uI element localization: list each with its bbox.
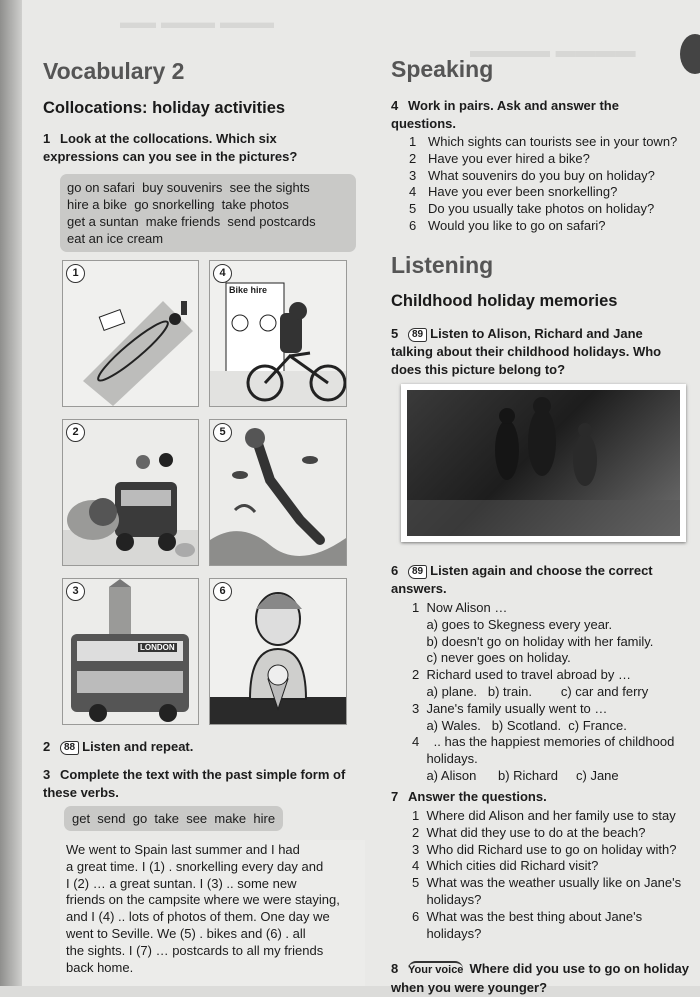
- question-number: 1: [409, 134, 417, 149]
- exercise-6-instruction: Listen again and choose the correct answers.: [391, 563, 653, 596]
- exercise-8-instruction: Where did you use to go on holiday when you were younger?: [391, 961, 689, 995]
- picture-4-bike-hire: [209, 260, 347, 407]
- passage-line: went to Seville. We (5) . bikes and (6) . all: [66, 925, 306, 941]
- exercise-8: [391, 960, 691, 997]
- exercise-5: [391, 325, 686, 379]
- bus-illustration: [63, 579, 198, 724]
- passage-line: I (2) … a great suntan. I (3) .. some new: [66, 875, 297, 891]
- exercise-4-instruction: Work in pairs. Ask and answer the questions.: [391, 98, 619, 131]
- exercise-4: [391, 97, 676, 133]
- audio-track-icon[interactable]: 88: [60, 741, 79, 755]
- passage-line: the sights. I (7) … postcards to all my friends: [66, 942, 324, 958]
- picture-number: 3: [66, 582, 85, 601]
- bike-hire-illustration: [210, 261, 346, 406]
- picture-2-safari: [62, 419, 199, 566]
- ex6-line: b) doesn't go on holiday with her family.: [412, 633, 654, 649]
- bleed-through-heading: ▬▬▬▬ ▬▬▬▬: [470, 40, 636, 62]
- vocabulary-title: Vocabulary 2: [43, 58, 185, 84]
- speaking-title: Speaking: [391, 56, 494, 82]
- listening-subtitle: Childhood holiday memories: [391, 292, 618, 310]
- ex7-line: 1 Where did Alison and her family use to stay: [412, 808, 676, 823]
- collocation-line: get a suntan make friends send postcards: [67, 214, 316, 229]
- question-item: [409, 134, 677, 151]
- question-item: [409, 168, 677, 185]
- question-number: 3: [409, 167, 417, 183]
- ex6-line: holidays.: [412, 751, 478, 767]
- ex6-line: 1 Now Alison …: [412, 600, 508, 615]
- ice-cream-illustration: [210, 579, 346, 724]
- speaking-questions: [409, 134, 677, 235]
- passage-line: friends on the campsite where we were staying,: [66, 892, 340, 908]
- ex6-line: a) Wales. b) Scotland. c) France.: [412, 717, 627, 733]
- exercise-5-instruction: Listen to Alison, Richard and Jane talking about their childhood holidays. Who does this picture belong to?: [391, 326, 662, 377]
- ex6-line: 4 .. has the happiest memories of childhood: [412, 734, 675, 750]
- gap-fill-passage: [66, 842, 366, 976]
- ex7-line: holidays?: [412, 891, 482, 907]
- audio-track-icon[interactable]: 89: [408, 565, 427, 579]
- ex7-line: 6 What was the best thing about Jane's: [412, 908, 643, 924]
- exercise-number: 6: [391, 563, 399, 578]
- your-voice-label: Your voice: [408, 961, 463, 976]
- exercise-number: 4: [391, 98, 399, 113]
- exercise-number: 8: [391, 961, 399, 976]
- passage-line: back home.: [66, 959, 134, 975]
- passage-line: a great time. I (1) . snorkelling every day and: [66, 858, 324, 874]
- question-item: [409, 184, 677, 201]
- picture-3-sightseeing-bus: [62, 578, 199, 725]
- exercise-6: [391, 562, 691, 598]
- picture-1-sunbathing: [62, 260, 199, 407]
- ex7-line: 3 Who did Richard use to go on holiday with?: [412, 841, 677, 857]
- collocations-box: [60, 174, 356, 252]
- exercise-3: [43, 766, 363, 802]
- question-text: Do you usually take photos on holiday?: [428, 201, 655, 217]
- ex6-line: a) plane. b) train. c) car and ferry: [412, 683, 649, 699]
- exercise-1: [43, 130, 343, 166]
- question-text: What souvenirs do you buy on holiday?: [428, 167, 655, 183]
- ex7-line: 4 Which cities did Richard visit?: [412, 858, 599, 874]
- ex6-line: 2 Richard used to travel abroad by …: [412, 667, 631, 683]
- question-text: Which sights can tourists see in your town?: [428, 134, 678, 149]
- childhood-holiday-photo: [401, 384, 686, 542]
- photo-image: [407, 390, 680, 536]
- ex7-line: 2 What did they use to do at the beach?: [412, 824, 646, 840]
- bus-sign: LONDON: [140, 643, 175, 652]
- vocabulary-subtitle: Collocations: holiday activities: [43, 99, 286, 117]
- picture-number: 6: [213, 582, 232, 601]
- safari-illustration: [63, 420, 198, 565]
- question-item: [409, 201, 677, 218]
- sunbathing-illustration: [63, 261, 198, 406]
- exercise-7-instruction: Answer the questions.: [408, 789, 547, 804]
- question-number: 4: [409, 184, 417, 200]
- audio-track-icon[interactable]: 89: [408, 328, 427, 342]
- question-item: [409, 151, 677, 168]
- picture-6-ice-cream: [209, 578, 347, 725]
- question-text: Have you ever been snorkelling?: [428, 184, 618, 200]
- exercise-7: [391, 788, 547, 806]
- page-binding-shadow: [0, 0, 22, 986]
- photo-people-on-beach: [407, 390, 680, 536]
- exercise-2-instruction: Listen and repeat.: [82, 739, 194, 754]
- snorkelling-illustration: [210, 420, 346, 565]
- exercise-7-items: [412, 808, 681, 942]
- picture-number: 5: [213, 423, 232, 442]
- ex7-line: holidays?: [412, 925, 482, 941]
- question-text: Would you like to go on safari?: [428, 217, 606, 233]
- exercise-number: 7: [391, 789, 399, 804]
- exercise-number: 2: [43, 739, 51, 754]
- picture-number: 2: [66, 423, 85, 442]
- question-item: [409, 218, 677, 235]
- picture-number: 1: [66, 264, 85, 283]
- collocation-line: eat an ice cream: [67, 231, 164, 246]
- passage-line: and I (4) .. lots of photos of them. One day we: [66, 909, 330, 925]
- ex6-line: a) goes to Skegness every year.: [412, 616, 613, 632]
- listening-title: Listening: [391, 252, 494, 278]
- exercise-3-instruction: Complete the text with the past simple form of these verbs.: [43, 767, 346, 800]
- exercise-1-instruction: Look at the collocations. Which six expressions can you see in the pictures?: [43, 131, 298, 164]
- exercise-number: 1: [43, 131, 51, 146]
- picture-5-snorkelling: [209, 419, 347, 566]
- collocation-line: go on safari buy souvenirs see the sights: [67, 180, 310, 195]
- exercise-number: 5: [391, 326, 399, 341]
- bleed-through-text: ▬▬▬ ▬▬▬ ▬▬: [120, 12, 275, 32]
- question-number: 5: [409, 201, 417, 217]
- ex6-line: c) never goes on holiday.: [412, 650, 571, 666]
- collocation-line: hire a bike go snorkelling take photos: [67, 197, 289, 212]
- exercise-2: [43, 738, 193, 756]
- bike-hire-sign: Bike hire: [229, 285, 268, 295]
- ex6-line: 3 Jane's family usually went to …: [412, 700, 608, 716]
- question-number: 2: [409, 150, 417, 166]
- passage-line: We went to Spain last summer and I had: [66, 842, 300, 857]
- verbs-box: get send go take see make hire: [64, 806, 283, 831]
- question-number: 6: [409, 217, 417, 233]
- ex6-line: a) Alison b) Richard c) Jane: [412, 767, 619, 783]
- question-text: Have you ever hired a bike?: [428, 150, 590, 166]
- exercise-6-items: [412, 600, 674, 785]
- exercise-number: 3: [43, 767, 51, 782]
- picture-number: 4: [213, 264, 232, 283]
- ex7-line: 5 What was the weather usually like on Jane's: [412, 875, 682, 891]
